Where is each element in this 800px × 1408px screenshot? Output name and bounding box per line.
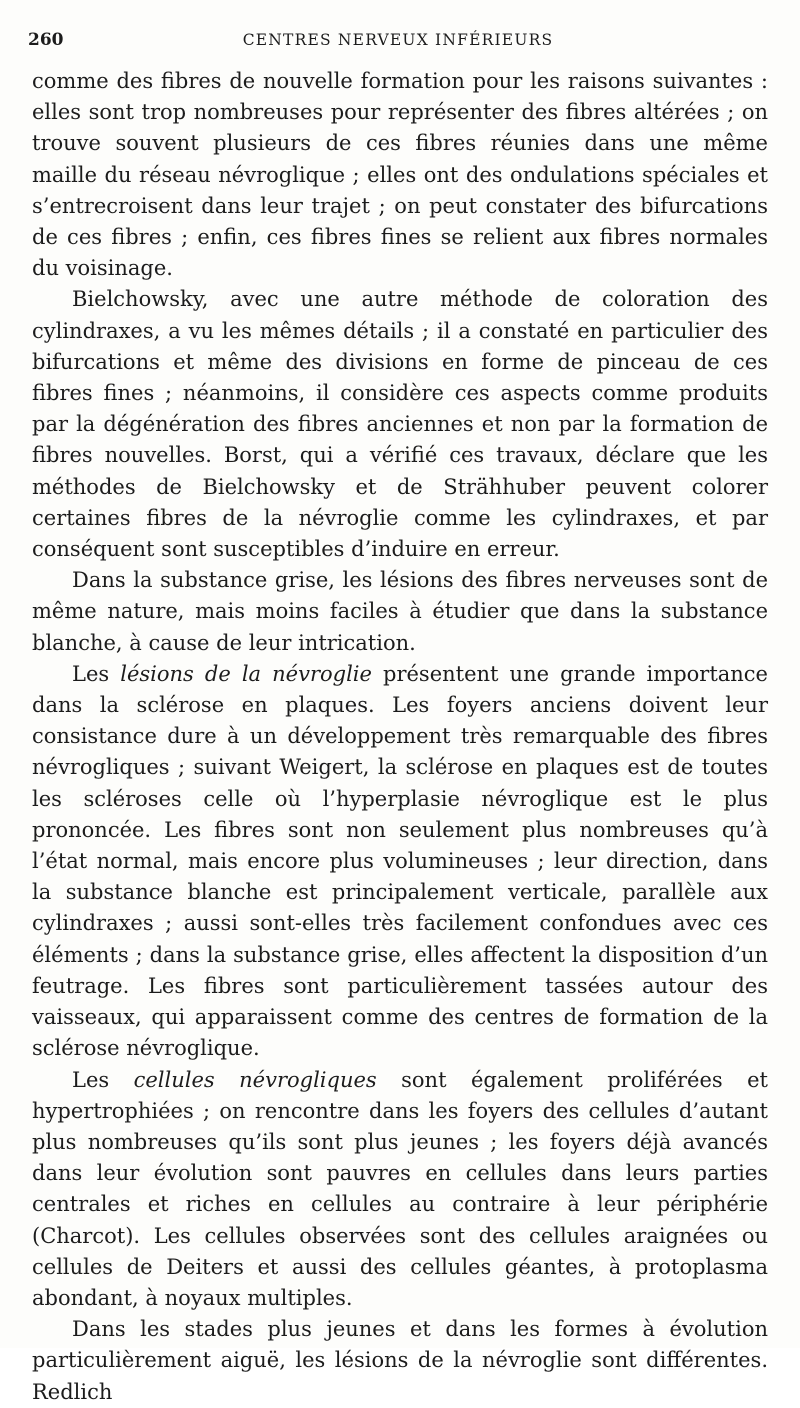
running-title: CENTRES NERVEUX INFÉRIEURS: [242, 31, 554, 49]
paragraph-continuation: comme des fibres de nouvelle formation pour les raisons suivantes : elles sont trop nombreuses pour représenter des fibres altérées ; on trouve souvent plusieurs de ces fibres réunies dans une même maille du réseau névroglique ; elles ont des ondulations spéciales et s’entrecroisent dans leur trajet ; on peut constater des bifurcations de ces fibres ; enfin, ces fibres fines se relient aux fibres normales du voisinage.: [32, 69, 768, 281]
paragraph-cellules-nevrogliques: [32, 1065, 768, 1315]
paragraph-lead: Les: [72, 1067, 134, 1092]
page-number: 260: [28, 30, 64, 50]
emphasis-term: lésions de la névroglie: [120, 661, 372, 686]
paragraph-bielchowsky: Bielchowsky, avec une autre méthode de coloration des cylindraxes, a vu les mêmes détails ; il a constaté en particulier des bifurcations et même des divisions en forme de pinceau de ces fibres fines ; néanmoins, il considère ces aspects comme produits par la dégénération des fibres anciennes et non par la formation de fibres nouvelles. Borst, qui a vérifié ces travaux, déclare que les méthodes de Bielchowsky et de Strähhuber peuvent colorer certaines fibres de la névroglie comme les cylindraxes, et par conséquent sont susceptibles d’induire en erreur.: [32, 287, 768, 562]
paragraph-lead: Les: [72, 661, 121, 686]
paragraph-body: présentent une grande importance dans la sclérose en plaques. Les foyers anciens doivent leur consistance dure à un développement très remarquable des fibres névrogliques ; suivant Weigert, la sclérose en plaques est de toutes les scléroses celle où l’hyperplasie névroglique est le plus prononcée. Les fibres sont non seulement plus nombreuses qu’à l’état normal, mais encore plus volumineuses ; leur direction, dans la substance blanche est principalement verticale, parallèle aux cylindraxes ; aussi sont-elles très facilement confondues avec ces éléments ; dans la substance grise, elles affectent la disposition d’un feutrage. Les fibres sont particulièrement tassées autour des vaisseaux, qui apparaissent comme des centres de formation de la sclérose névroglique.: [32, 661, 768, 1061]
paragraph-substance-grise: Dans la substance grise, les lésions des fibres nerveuses sont de même nature, mais moins faciles à étudier que dans la substance blanche, à cause de leur intrication.: [32, 568, 768, 655]
paragraph-stades-jeunes: Dans les stades plus jeunes et dans les formes à évolution particulièrement aiguë, les lésions de la névroglie sont différentes. Redlich: [32, 1317, 768, 1404]
paragraph-lesions-nevroglie: [32, 659, 768, 1065]
emphasis-term: cellules névrogliques: [133, 1067, 377, 1092]
body-text: [32, 66, 768, 1408]
paragraph-body: sont également proliférées et hypertrophiées ; on rencontre dans les foyers des cellules d’autant plus nombreuses qu’ils sont plus jeunes ; les foyers déjà avancés dans leur évolution sont pauvres en cellules dans leurs parties centrales et riches en cellules au contraire à leur périphérie (Charcot). Les cellules observées sont des cellules araignées ou cellules de Deiters et aussi des cellules géantes, à protoplasma abondant, à noyaux multiples.: [32, 1067, 768, 1310]
running-header: [28, 30, 768, 56]
